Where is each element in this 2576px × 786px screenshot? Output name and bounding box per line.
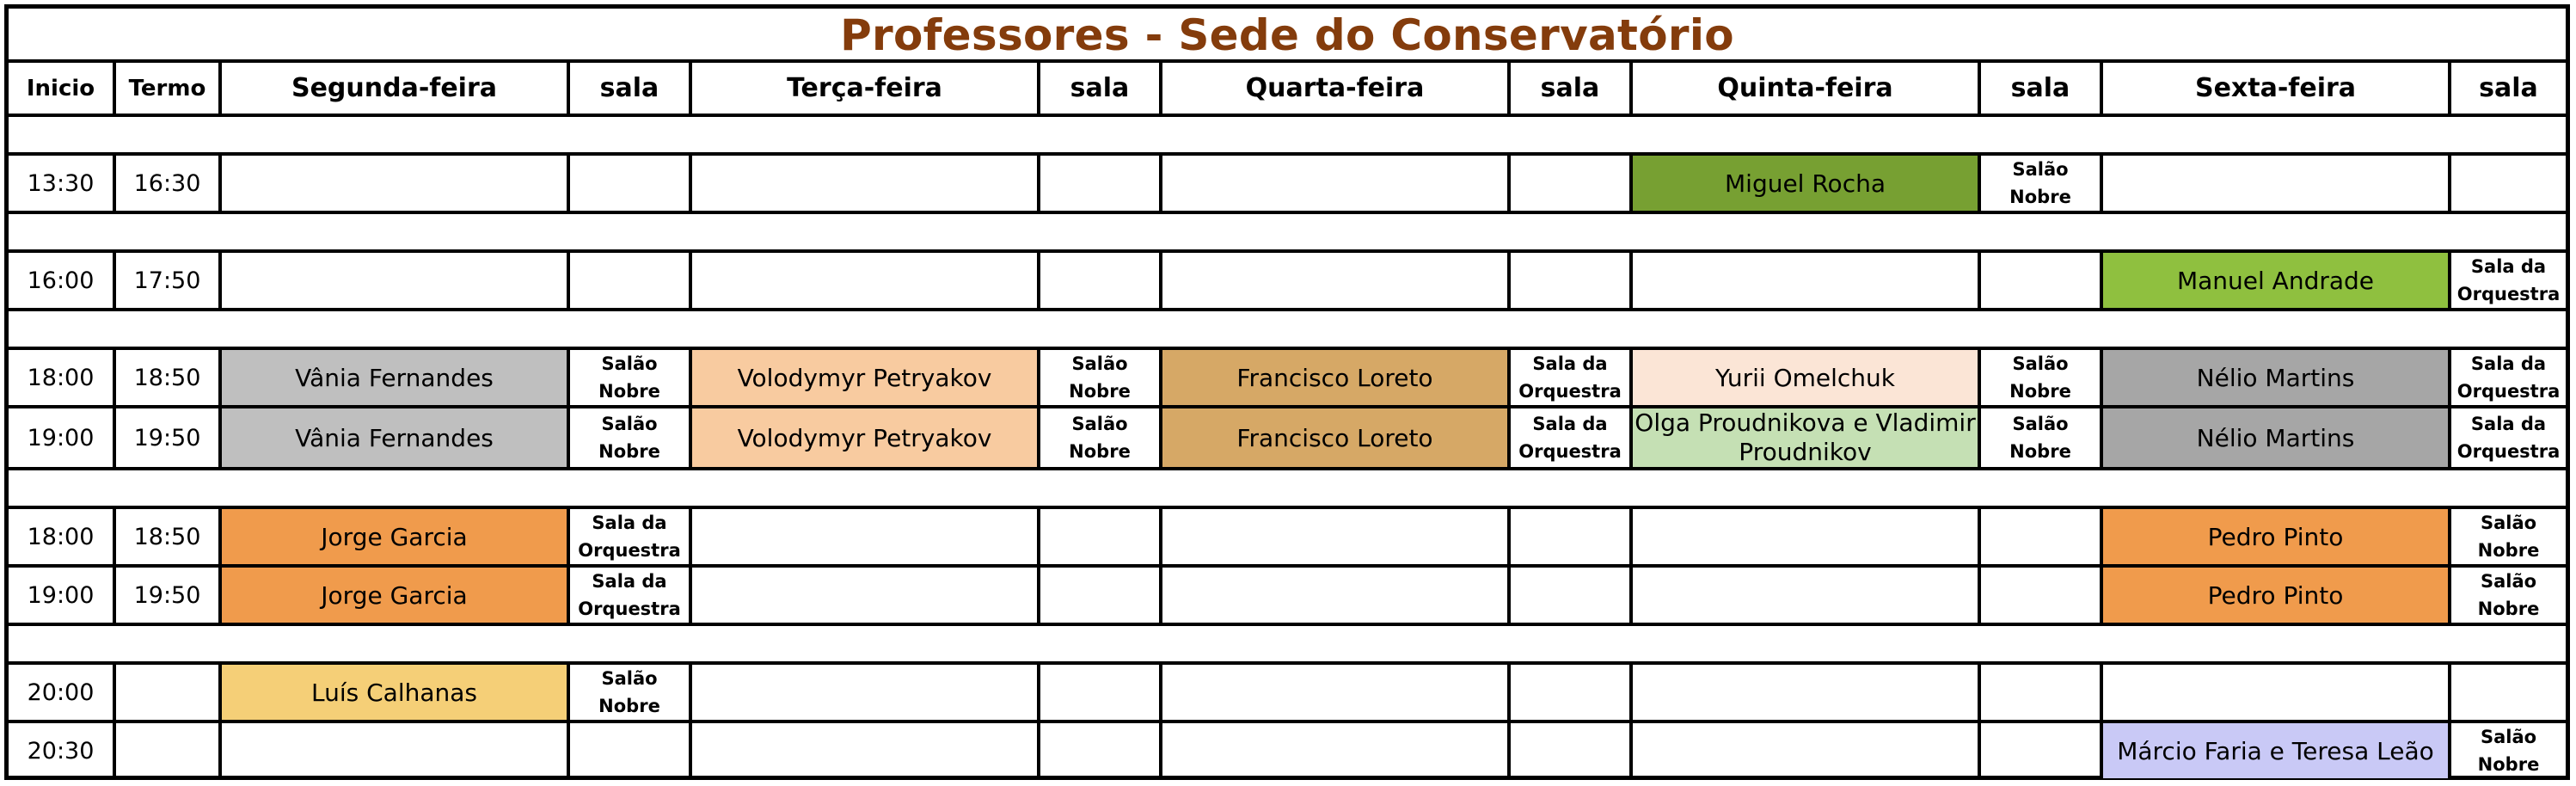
start-time: 19:00 bbox=[9, 407, 114, 469]
end-time: 19:50 bbox=[114, 566, 220, 624]
teacher-cell: Nélio Martins bbox=[2101, 407, 2450, 469]
header-inicio: Inicio bbox=[9, 63, 114, 115]
teacher-cell: Francisco Loreto bbox=[1161, 348, 1509, 407]
room-cell bbox=[568, 722, 690, 778]
room-cell bbox=[1039, 722, 1161, 778]
header-segunda: Segunda-feira bbox=[220, 63, 568, 115]
table-row bbox=[9, 348, 2566, 407]
start-time: 16:00 bbox=[9, 251, 114, 310]
room-cell bbox=[1039, 507, 1161, 566]
teacher-cell: Volodymyr Petryakov bbox=[690, 348, 1039, 407]
teacher-cell: Yurii Omelchuk bbox=[1631, 348, 1979, 407]
end-time: 18:50 bbox=[114, 507, 220, 566]
room-cell: Salão Nobre bbox=[568, 663, 690, 722]
room-cell: Salão Nobre bbox=[1979, 407, 2101, 469]
room-cell: Sala da Orquestra bbox=[1509, 348, 1631, 407]
teacher-cell bbox=[1631, 507, 1979, 566]
header-quarta: Quarta-feira bbox=[1161, 63, 1509, 115]
teacher-cell bbox=[220, 154, 568, 212]
room-cell bbox=[1509, 154, 1631, 212]
teacher-cell bbox=[1631, 663, 1979, 722]
teacher-cell bbox=[1161, 154, 1509, 212]
header-quinta: Quinta-feira bbox=[1631, 63, 1979, 115]
room-cell bbox=[1509, 663, 1631, 722]
room-cell bbox=[1509, 251, 1631, 310]
room-cell bbox=[1039, 154, 1161, 212]
page-title: Professores - Sede do Conservatório bbox=[9, 9, 2566, 63]
teacher-cell bbox=[1631, 722, 1979, 778]
end-time: 16:30 bbox=[114, 154, 220, 212]
spacer-row bbox=[9, 212, 2566, 251]
schedule-sheet bbox=[4, 4, 2570, 780]
teacher-cell: Miguel Rocha bbox=[1631, 154, 1979, 212]
table-row bbox=[9, 722, 2566, 778]
end-time: 17:50 bbox=[114, 251, 220, 310]
header-sexta: Sexta-feira bbox=[2101, 63, 2450, 115]
room-cell bbox=[1979, 251, 2101, 310]
end-time: 18:50 bbox=[114, 348, 220, 407]
end-time: 19:50 bbox=[114, 407, 220, 469]
teacher-cell bbox=[220, 722, 568, 778]
end-time bbox=[114, 722, 220, 778]
room-cell bbox=[1509, 507, 1631, 566]
room-cell: Salão Nobre bbox=[568, 407, 690, 469]
start-time: 18:00 bbox=[9, 348, 114, 407]
room-cell bbox=[1039, 566, 1161, 624]
room-cell: Salão Nobre bbox=[2450, 722, 2566, 778]
header-sala: sala bbox=[1039, 63, 1161, 115]
room-cell bbox=[1979, 663, 2101, 722]
start-time: 18:00 bbox=[9, 507, 114, 566]
room-cell bbox=[568, 154, 690, 212]
room-cell: Salão Nobre bbox=[2450, 566, 2566, 624]
header-terca: Terça-feira bbox=[690, 63, 1039, 115]
end-time bbox=[114, 663, 220, 722]
teacher-cell: Volodymyr Petryakov bbox=[690, 407, 1039, 469]
teacher-cell: Jorge Garcia bbox=[220, 566, 568, 624]
room-cell: Sala da Orquestra bbox=[2450, 251, 2566, 310]
room-cell bbox=[568, 251, 690, 310]
teacher-cell: Francisco Loreto bbox=[1161, 407, 1509, 469]
start-time: 20:00 bbox=[9, 663, 114, 722]
table-row bbox=[9, 566, 2566, 624]
room-cell: Sala da Orquestra bbox=[2450, 407, 2566, 469]
room-cell bbox=[1979, 722, 2101, 778]
teacher-cell: Luís Calhanas bbox=[220, 663, 568, 722]
teacher-cell bbox=[690, 566, 1039, 624]
room-cell: Salão Nobre bbox=[568, 348, 690, 407]
room-cell: Sala da Orquestra bbox=[1509, 407, 1631, 469]
room-cell: Sala da Orquestra bbox=[2450, 348, 2566, 407]
start-time: 19:00 bbox=[9, 566, 114, 624]
table-row bbox=[9, 251, 2566, 310]
teacher-cell: Olga Proudnikova e Vladimir Proudnikov bbox=[1631, 407, 1979, 469]
room-cell bbox=[1509, 722, 1631, 778]
header-sala: sala bbox=[1509, 63, 1631, 115]
room-cell: Salão Nobre bbox=[1039, 348, 1161, 407]
spacer-row bbox=[9, 115, 2566, 154]
teacher-cell bbox=[1631, 251, 1979, 310]
teacher-cell: Vânia Fernandes bbox=[220, 407, 568, 469]
table-row bbox=[9, 407, 2566, 469]
teacher-cell: Jorge Garcia bbox=[220, 507, 568, 566]
teacher-cell bbox=[2101, 154, 2450, 212]
table-row bbox=[9, 663, 2566, 722]
room-cell: Salão Nobre bbox=[1979, 154, 2101, 212]
room-cell bbox=[1979, 507, 2101, 566]
room-cell: Salão Nobre bbox=[1039, 407, 1161, 469]
teacher-cell: Manuel Andrade bbox=[2101, 251, 2450, 310]
table-row bbox=[9, 154, 2566, 212]
room-cell: Sala da Orquestra bbox=[568, 566, 690, 624]
teacher-cell: Márcio Faria e Teresa Leão bbox=[2101, 722, 2450, 778]
room-cell bbox=[1979, 566, 2101, 624]
teacher-cell bbox=[1161, 507, 1509, 566]
room-cell bbox=[1509, 566, 1631, 624]
teacher-cell: Pedro Pinto bbox=[2101, 566, 2450, 624]
header-sala: sala bbox=[2450, 63, 2566, 115]
header-termo: Termo bbox=[114, 63, 220, 115]
header-row bbox=[9, 63, 2566, 115]
start-time: 20:30 bbox=[9, 722, 114, 778]
teacher-cell bbox=[1161, 251, 1509, 310]
room-cell bbox=[1039, 251, 1161, 310]
room-cell: Sala da Orquestra bbox=[568, 507, 690, 566]
teacher-cell bbox=[220, 251, 568, 310]
table-row bbox=[9, 507, 2566, 566]
teacher-cell: Nélio Martins bbox=[2101, 348, 2450, 407]
room-cell: Salão Nobre bbox=[2450, 507, 2566, 566]
teacher-cell: Pedro Pinto bbox=[2101, 507, 2450, 566]
room-cell bbox=[2450, 663, 2566, 722]
room-cell bbox=[1039, 663, 1161, 722]
schedule-table bbox=[9, 63, 2566, 778]
teacher-cell bbox=[690, 251, 1039, 310]
room-cell: Salão Nobre bbox=[1979, 348, 2101, 407]
header-sala: sala bbox=[1979, 63, 2101, 115]
spacer-row bbox=[9, 624, 2566, 663]
teacher-cell bbox=[2101, 663, 2450, 722]
teacher-cell bbox=[690, 154, 1039, 212]
teacher-cell bbox=[690, 722, 1039, 778]
header-sala: sala bbox=[568, 63, 690, 115]
teacher-cell bbox=[690, 507, 1039, 566]
teacher-cell bbox=[1161, 566, 1509, 624]
teacher-cell bbox=[690, 663, 1039, 722]
teacher-cell bbox=[1161, 663, 1509, 722]
start-time: 13:30 bbox=[9, 154, 114, 212]
spacer-row bbox=[9, 469, 2566, 507]
spacer-row bbox=[9, 310, 2566, 348]
teacher-cell bbox=[1631, 566, 1979, 624]
room-cell bbox=[2450, 154, 2566, 212]
teacher-cell bbox=[1161, 722, 1509, 778]
teacher-cell: Vânia Fernandes bbox=[220, 348, 568, 407]
